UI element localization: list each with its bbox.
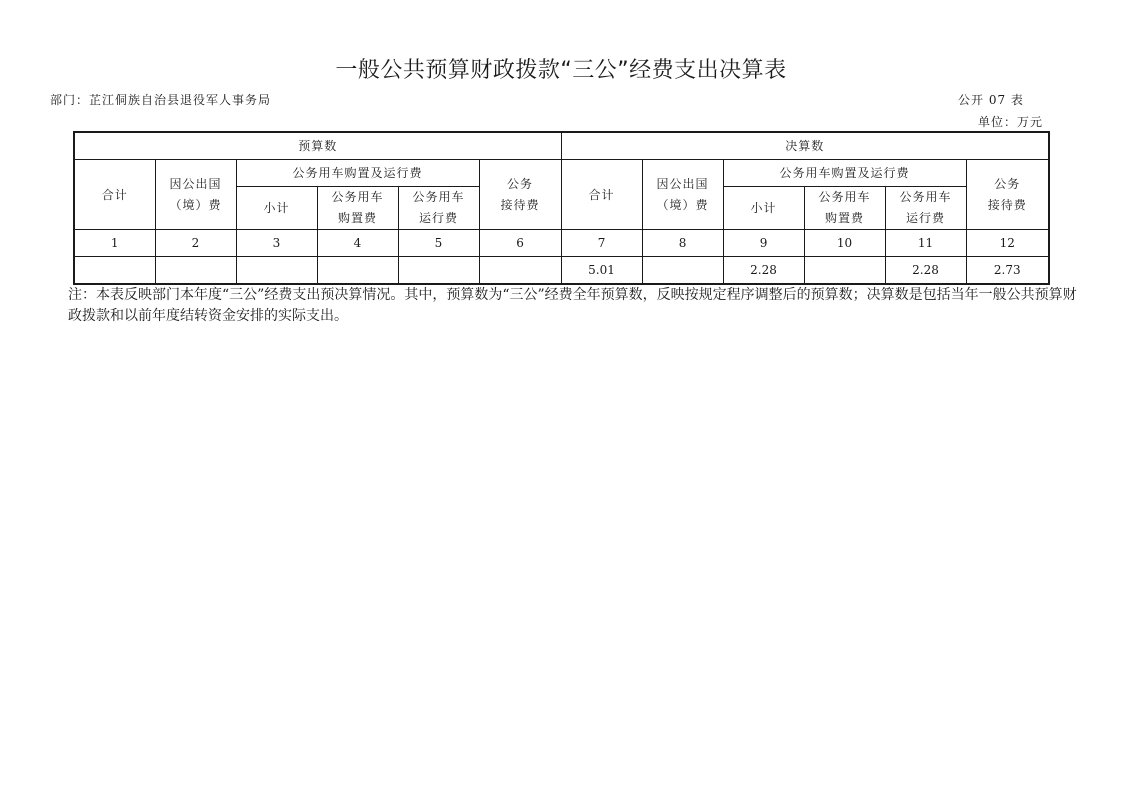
form-number: 公开 07 表 [958, 93, 1024, 107]
final-operate-cell: 2.28 [885, 257, 966, 285]
budget-operate-header [398, 187, 479, 230]
budget-purchase-line2: 购置费 [337, 211, 377, 225]
final-abroad-line2: （境）费 [656, 197, 709, 212]
final-subtotal-cell: 2.28 [723, 257, 804, 285]
budget-reception-line2: 接待费 [500, 197, 540, 212]
final-operate-line2: 运行费 [906, 211, 946, 225]
budget-abroad-line1: 因公出国 [169, 176, 222, 191]
page-title: 一般公共预算财政拨款“三公”经费支出决算表 [335, 58, 787, 83]
col-number: 1 [74, 230, 155, 257]
budget-reception-header [479, 160, 561, 230]
budget-purchase-line1: 公务用车 [331, 190, 384, 204]
col-number: 12 [966, 230, 1049, 257]
budget-subtotal-cell [236, 257, 317, 285]
final-reception-cell: 2.73 [966, 257, 1049, 285]
unit-label: 单位：万元 [978, 115, 1044, 129]
group-budget: 预算数 [74, 132, 561, 160]
final-purchase-line1: 公务用车 [818, 190, 871, 204]
col-number: 10 [804, 230, 885, 257]
col-number: 7 [561, 230, 642, 257]
budget-purchase-header [317, 187, 398, 230]
col-number: 9 [723, 230, 804, 257]
final-operate-header [885, 187, 966, 230]
header-row-1 [74, 160, 1049, 187]
budget-abroad-cell [155, 257, 236, 285]
final-total-header: 合计 [561, 160, 642, 230]
final-purchase-cell [804, 257, 885, 285]
final-abroad-header [642, 160, 723, 230]
final-abroad-cell [642, 257, 723, 285]
budget-reception-line1: 公务 [507, 176, 534, 191]
final-vehicle-header: 公务用车购置及运行费 [723, 160, 966, 187]
col-number: 3 [236, 230, 317, 257]
col-number: 4 [317, 230, 398, 257]
budget-vehicle-header: 公务用车购置及运行费 [236, 160, 479, 187]
final-purchase-line2: 购置费 [825, 211, 865, 225]
budget-abroad-line2: （境）费 [169, 197, 222, 212]
header-group-row [74, 132, 1049, 160]
group-final: 决算数 [561, 132, 1049, 160]
col-number: 6 [479, 230, 561, 257]
department-label: 部门：芷江侗族自治县退役军人事务局 [50, 93, 272, 107]
budget-operate-line2: 运行费 [418, 211, 458, 225]
final-operate-line1: 公务用车 [899, 190, 952, 204]
budget-subtotal-header: 小计 [236, 187, 317, 230]
budget-abroad-header [155, 160, 236, 230]
final-reception-line2: 接待费 [987, 197, 1027, 212]
final-reception-line1: 公务 [994, 176, 1021, 191]
expense-table [73, 131, 1050, 285]
budget-total-cell [74, 257, 155, 285]
table-row [74, 257, 1049, 285]
col-number: 2 [155, 230, 236, 257]
footnote: 注：本表反映部门本年度“三公”经费支出预决算情况。其中，预算数为“三公”经费全年预算数，反映按规定程序调整后的预算数；决算数是包括当年一般公共预算财政拨款和以前年度结转资金安排的实际支出。 [68, 287, 1077, 324]
final-purchase-header [804, 187, 885, 230]
budget-total-header: 合计 [74, 160, 155, 230]
col-number: 8 [642, 230, 723, 257]
budget-operate-cell [398, 257, 479, 285]
col-number: 11 [885, 230, 966, 257]
final-subtotal-header: 小计 [723, 187, 804, 230]
budget-reception-cell [479, 257, 561, 285]
column-number-row [74, 230, 1049, 257]
final-abroad-line1: 因公出国 [656, 176, 709, 191]
final-reception-header [966, 160, 1049, 230]
final-total-cell: 5.01 [561, 257, 642, 285]
budget-purchase-cell [317, 257, 398, 285]
budget-operate-line1: 公务用车 [412, 190, 465, 204]
col-number: 5 [398, 230, 479, 257]
